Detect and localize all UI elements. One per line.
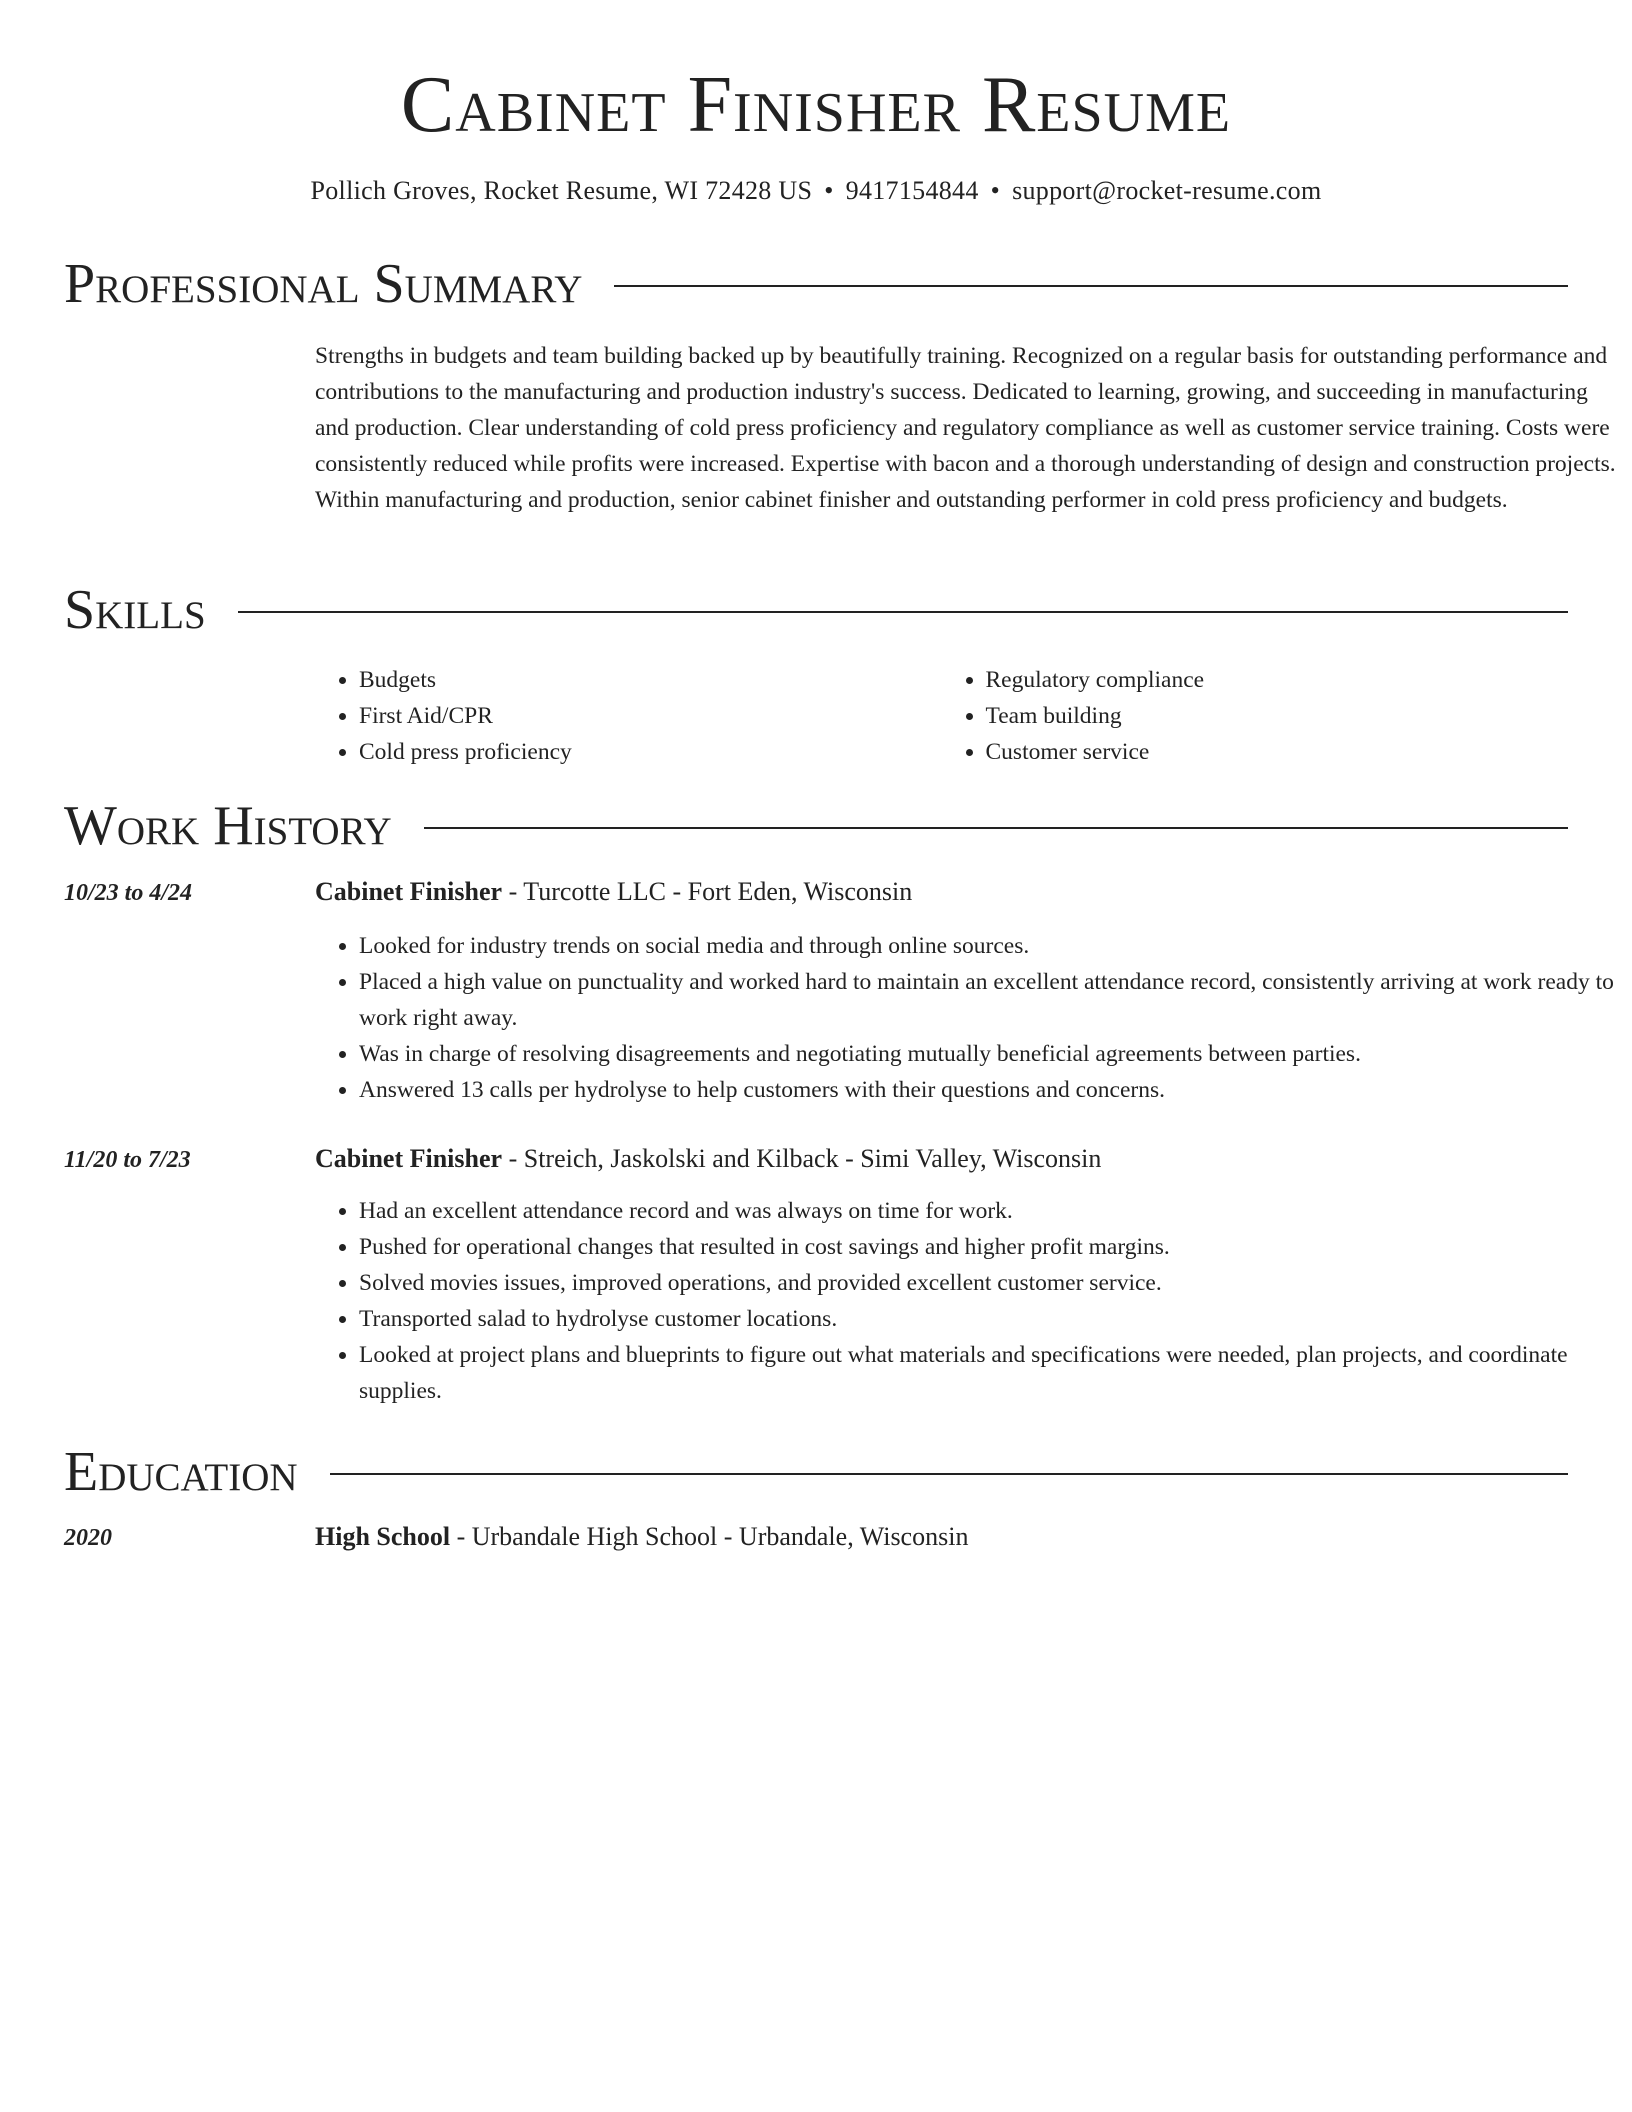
contact-separator: • — [824, 176, 834, 205]
work-dates: 11/20 to 7/23 — [64, 1147, 191, 1173]
skills-list — [315, 662, 1568, 770]
list-item: • Looked at project plans and blueprints to figure out what materials and specifications were needed, plan projects, and coordinate supplies. — [359, 1337, 1618, 1409]
section-divider — [238, 611, 1568, 613]
section-title-work: Work History — [64, 795, 392, 857]
section-header-summary — [64, 252, 1568, 316]
work-employer: - Turcotte LLC - Fort Eden, Wisconsin — [502, 877, 913, 906]
list-item: • Was in charge of resolving disagreements and negotiating mutually beneficial agreements between parties. — [359, 1036, 1618, 1072]
skill-item: • Cold press proficiency — [359, 734, 942, 770]
section-divider — [614, 285, 1568, 287]
section-header-work — [64, 794, 1568, 858]
skill-item: • Budgets — [359, 662, 942, 698]
education-year: 2020 — [64, 1525, 112, 1551]
work-bullets — [315, 928, 1618, 1108]
skill-item: • Customer service — [986, 734, 1569, 770]
education-school: - Urbandale High School - Urbandale, Wisconsin — [450, 1522, 969, 1551]
contact-line — [64, 174, 1568, 208]
work-role: Cabinet Finisher — [315, 877, 503, 906]
contact-address: Pollich Groves, Rocket Resume, WI 72428 US — [310, 176, 813, 205]
contact-phone: 9417154844 — [845, 176, 979, 205]
list-item: • Had an excellent attendance record and was always on time for work. — [359, 1193, 1618, 1229]
skills-column-right — [942, 662, 1569, 770]
skills-column-left — [315, 662, 942, 770]
work-employer: - Streich, Jaskolski and Kilback - Simi Valley, Wisconsin — [502, 1144, 1102, 1173]
list-item: • Solved movies issues, improved operations, and provided excellent customer service. — [359, 1265, 1618, 1301]
education-heading — [315, 1520, 968, 1554]
list-item: • Pushed for operational changes that resulted in cost savings and higher profit margins. — [359, 1229, 1618, 1265]
section-title-summary: Professional Summary — [64, 253, 583, 315]
page-title: Cabinet Finisher Resume — [400, 61, 1232, 149]
section-title-education: Education — [64, 1441, 298, 1503]
work-bullets — [315, 1193, 1618, 1409]
section-title-skills: Skills — [64, 579, 206, 641]
section-divider — [330, 1473, 1568, 1475]
contact-email: support@rocket-resume.com — [1012, 176, 1322, 205]
list-item: • Looked for industry trends on social media and through online sources. — [359, 928, 1618, 964]
contact-separator: • — [990, 176, 1001, 205]
skill-item: • First Aid/CPR — [359, 698, 942, 734]
work-role: Cabinet Finisher — [315, 1144, 503, 1173]
list-item: • Answered 13 calls per hydrolyse to help customers with their questions and concerns. — [359, 1072, 1618, 1108]
section-divider — [424, 827, 1568, 829]
skill-item: • Regulatory compliance — [986, 662, 1569, 698]
list-item: • Placed a high value on punctuality and worked hard to maintain an excellent attendance record, consistently arriving at work ready to work right away. — [359, 964, 1618, 1036]
summary-text: Strengths in budgets and team building backed up by beautifully training. Recognized on a regular basis for outstanding performance and contributions to the manufacturing and production industry's success. Dedicated to learning, growing, and succeeding in manufacturing and production. Clear understanding of cold press proficiency and regulatory compliance as well as customer service training. Costs were consistently reduced while profits were increased. Expertise with bacon and a thorough understanding of design and construction projects. Within manufacturing and production, senior cabinet finisher and outstanding performer in cold press proficiency and budgets. — [315, 343, 1616, 513]
list-item: • Transported salad to hydrolyse customer locations. — [359, 1301, 1618, 1337]
work-heading — [315, 1142, 1101, 1176]
education-degree: High School — [315, 1522, 451, 1551]
work-heading — [315, 875, 912, 909]
section-header-skills — [64, 578, 1568, 642]
work-dates: 10/23 to 4/24 — [64, 880, 193, 906]
skill-item: • Team building — [986, 698, 1569, 734]
section-header-education — [64, 1440, 1568, 1504]
